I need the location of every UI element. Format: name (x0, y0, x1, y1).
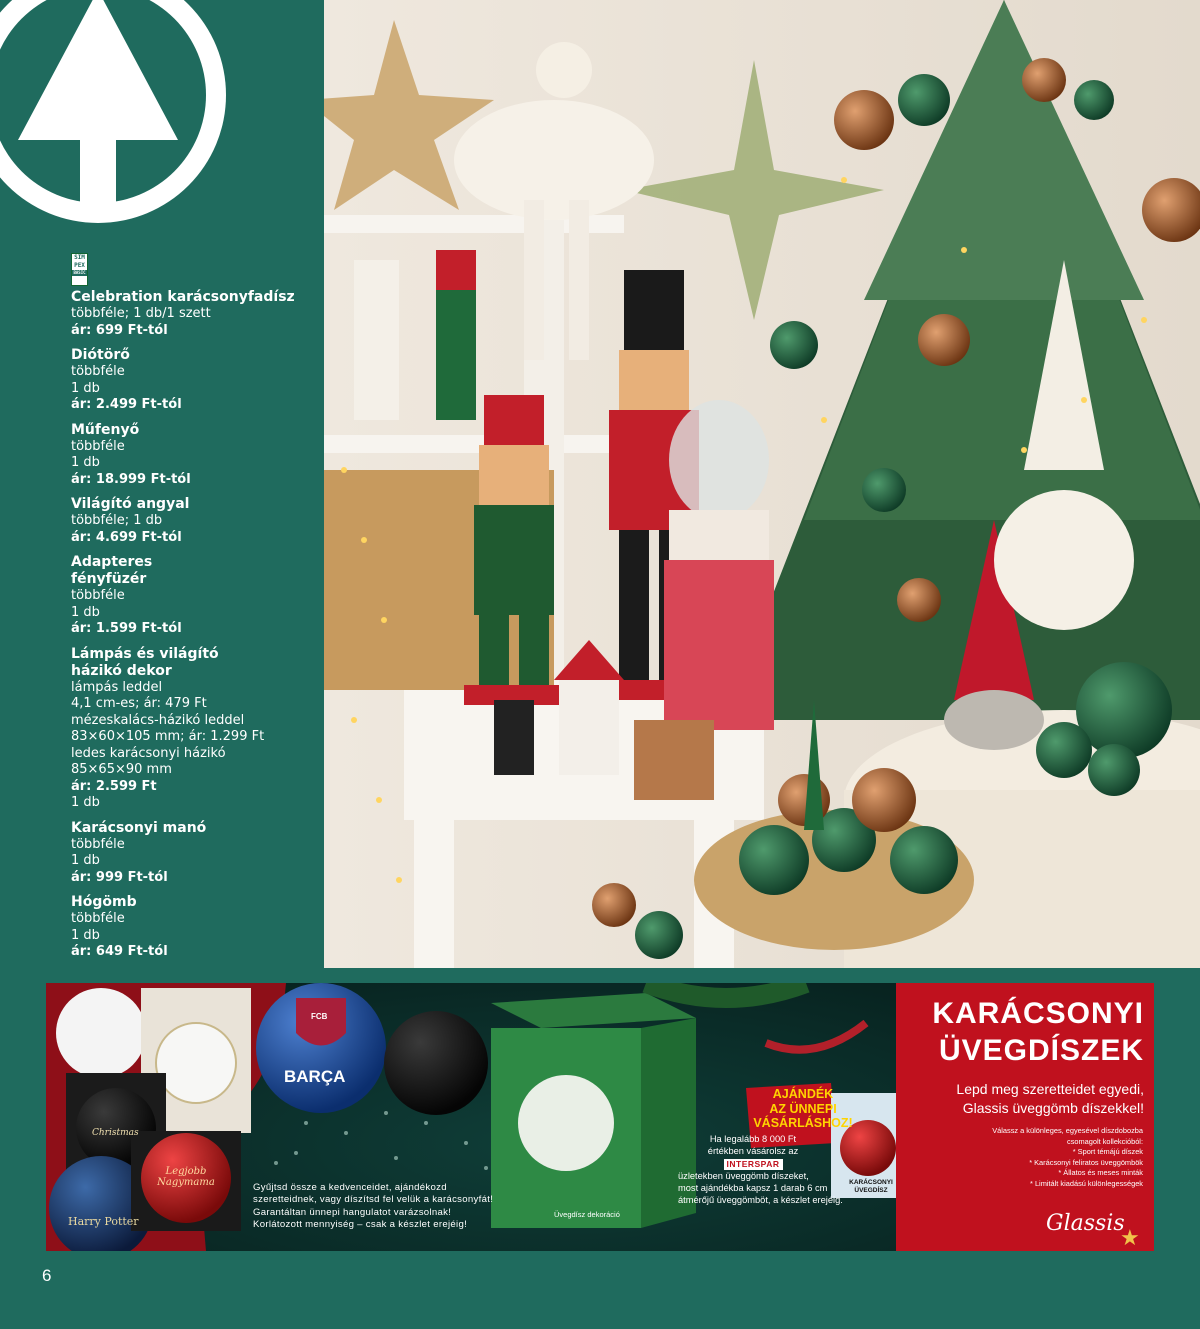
feature-list (926, 1126, 1143, 1189)
small-box-label (836, 1179, 906, 1195)
feature-line: * Karácsonyi feliratos üveggömbök (1029, 1157, 1143, 1167)
product-detail: 1 db (71, 380, 100, 396)
product-detail: többféle (71, 836, 125, 852)
product-item (71, 554, 321, 638)
title-line: ÜVEGDÍSZEK (938, 1034, 1144, 1067)
product-detail: lámpás leddel (71, 679, 163, 695)
subtitle-line: Lepd meg szeretteidet egyedi, (956, 1081, 1144, 1097)
gift-line: üzletekben üveggömb díszeket, (678, 1170, 809, 1181)
legjobb-line: Legjobb (165, 1166, 207, 1177)
collect-line: Garantáltan ünnepi hangulatot varázsolnak! (253, 1206, 452, 1218)
product-detail: többféle (71, 588, 125, 603)
product-name: Karácsonyi manó (71, 819, 207, 836)
gift-title-line: AJÁNDÉK (772, 1087, 834, 1101)
gift-line: értékben vásárolsz az (707, 1146, 799, 1157)
product-list (71, 289, 321, 969)
product-price: ár: 2.499 Ft-tól (71, 397, 182, 412)
small-box-line: KARÁCSONYI (849, 1179, 893, 1186)
gift-line: átmérőjű üveggömböt, a készlet erejéig. (678, 1195, 843, 1206)
product-price: ár: 4.699 Ft-tól (71, 529, 182, 545)
product-detail: 85×65×90 mm (71, 762, 172, 777)
star-icon: ★ (1120, 1226, 1140, 1251)
product-item (71, 496, 321, 546)
simpex-basic-logo (71, 253, 88, 286)
product-item (71, 820, 321, 887)
product-detail: mézeskalács-házikó leddel (71, 712, 245, 728)
feature-line: * Állatos és meses minták (1058, 1168, 1143, 1177)
product-name: Adapteres fényfüzér (71, 554, 153, 587)
feature-line: csomagolt kollekcióból: (1067, 1136, 1143, 1146)
banner-subtitle (916, 1080, 1144, 1118)
legjobb-line: Nagymama (157, 1177, 215, 1188)
brand-line: SIM (74, 254, 85, 261)
barca-label: BARÇA (284, 1067, 346, 1086)
product-name: Celebration karácsonyfadísz (71, 289, 295, 305)
glassis-banner (46, 983, 1154, 1251)
gift-title (746, 1087, 860, 1131)
product-price: ár: 1.599 Ft-tól (71, 621, 182, 636)
interspar-logo: INTERSPAR (724, 1159, 783, 1170)
gift-title-line: AZ ÜNNEPI (769, 1101, 837, 1116)
gift-text (678, 1133, 878, 1207)
product-detail: 4,1 cm-es; ár: 479 Ft (71, 696, 207, 711)
spar-logo (0, 0, 230, 225)
gift-line: Ha legalább 8 000 Ft (709, 1134, 797, 1144)
banner-title (904, 995, 1144, 1069)
product-name: Hógömb (71, 894, 137, 910)
product-item (71, 289, 321, 339)
product-price: ár: 18.999 Ft-tól (71, 471, 191, 487)
legjobb-label (151, 1166, 221, 1188)
product-name: Műfenyő (71, 421, 140, 438)
product-item (71, 646, 321, 812)
product-detail: 1 db (71, 853, 100, 868)
product-price: ár: 2.599 Ft (71, 778, 157, 794)
gift-title-line: VÁSÁRLÁSHOZ! (753, 1116, 853, 1130)
product-name: Lámpás és világító házikó dekor (71, 645, 219, 679)
product-detail: 1 db (71, 927, 100, 943)
product-detail: többféle; 1 db/1 szett (71, 306, 211, 321)
brand-line: BASIC (73, 270, 86, 275)
product-price: ár: 649 Ft-tól (71, 944, 168, 959)
product-detail: 1 db (71, 795, 100, 810)
product-name: Világító angyal (71, 496, 190, 512)
product-detail: többféle; 1 db (71, 513, 163, 528)
subtitle-line: Glassis üveggömb díszekkel! (962, 1100, 1144, 1116)
feature-line: Válassz a különleges, egyesével díszdobozba (992, 1126, 1143, 1135)
fcb-label: FCB (311, 1012, 328, 1021)
collect-text (253, 1182, 515, 1231)
collect-line: Gyűjtsd össze a kedvenceidet, ajándékozd (253, 1182, 447, 1193)
product-detail: többféle (71, 364, 125, 379)
gift-line: most ajándékba kapsz 1 darab 6 cm (678, 1183, 828, 1194)
page-number: 6 (42, 1266, 52, 1285)
product-price: ár: 999 Ft-tól (71, 869, 168, 885)
product-item (71, 422, 321, 489)
collect-line: Korlátozott mennyiség – csak a készlet erejéig! (253, 1218, 468, 1230)
feature-line: * Limitált kiadású különlegességek (1030, 1178, 1143, 1188)
product-detail: 1 db (71, 604, 100, 620)
interspar-row (678, 1158, 828, 1170)
product-detail: 83×60×105 mm; ár: 1.299 Ft (71, 729, 265, 744)
title-line: KARÁCSONYI (932, 997, 1144, 1030)
box-label: Üvegdísz dekoráció (554, 1210, 620, 1219)
product-detail: többféle (71, 911, 125, 926)
product-detail: többféle (71, 438, 125, 454)
hp-label: Harry Potter (68, 1215, 139, 1228)
christmas-label: Christmas (92, 1128, 139, 1138)
glassis-logo: Glassis (1046, 1211, 1125, 1236)
product-item (71, 894, 321, 961)
product-detail: 1 db (71, 455, 100, 470)
feature-line: * Sport témájú díszek (1072, 1147, 1143, 1156)
product-price: ár: 699 Ft-tól (71, 322, 168, 338)
collect-line: szeretteidnek, vagy díszítsd fel velük a karácsonyfát! (253, 1194, 494, 1206)
brand-line: PEX (74, 262, 85, 269)
product-photo (324, 0, 1200, 968)
product-item (71, 347, 321, 414)
product-detail: ledes karácsonyi házikó (71, 745, 226, 761)
small-box-line: ÜVEGDÍSZ (854, 1187, 888, 1194)
product-name: Diótörő (71, 347, 130, 363)
